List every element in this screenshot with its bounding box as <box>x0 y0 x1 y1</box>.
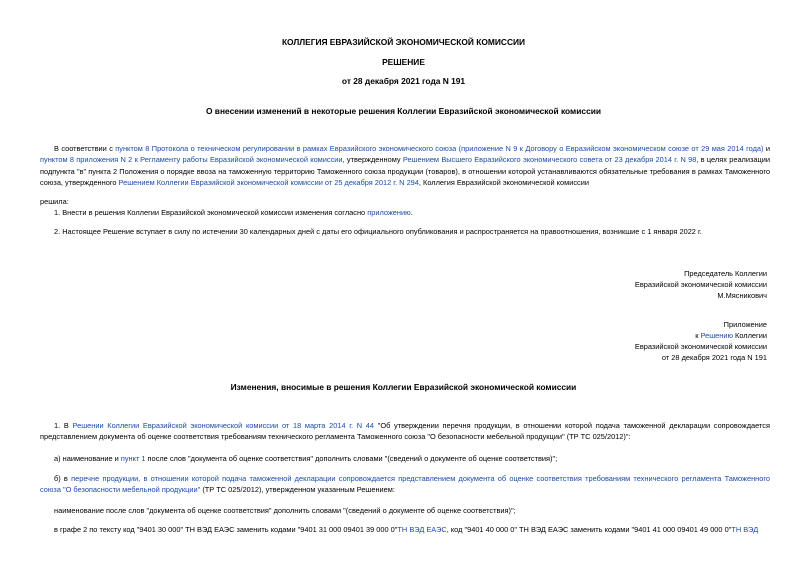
appendix-date: от 28 декабря 2021 года N 191 <box>661 353 767 362</box>
appendix-ref-line <box>635 330 767 341</box>
signer-org: Евразийской экономической комиссии <box>634 280 767 289</box>
org-name: КОЛЛЕГИЯ ЕВРАЗИЙСКОЙ ЭКОНОМИЧЕСКОЙ КОМИССИИ <box>281 37 526 47</box>
change-text: 1. В <box>54 421 73 430</box>
change-1 <box>40 420 770 443</box>
item-text: 1. Внести в решения Коллегии Евразийской экономической комиссии изменения согласно <box>54 208 368 217</box>
appendix-ref-text: Коллегии <box>733 331 767 340</box>
change-1-sub-b-column2 <box>40 524 770 535</box>
signer-name: М.Мясникович <box>717 291 767 300</box>
link-product-list[interactable]: перечне продукции, в отношении которой подача таможенной декларации сопровождается представлением документа об оценке соответствия требованиям технического регламента Таможенного союза "О безопасности мебельной продукции" <box>40 474 770 495</box>
decision-item-2: 2. Настоящее Решение вступает в силу по истечении 30 календарных дней с даты его официального опубликования и распространяется на правоотношения, возникшие с 1 января 2022 г. <box>54 227 702 236</box>
link-protocol[interactable]: пунктом 8 Протокола о техническом регулировании в рамках Евразийского экономического союза (приложение N 9 к Договору о Евразийском экономическом союзе от 29 мая 2014 года) <box>115 144 764 153</box>
change-1-sub-b <box>40 473 770 496</box>
appendix-title: Изменения, вносимые в решения Коллегии Евразийской экономической комиссии <box>230 382 577 392</box>
item-text: . <box>410 208 413 217</box>
sub-text: (ТР ТС 025/2012), утвержденном указанным Решением: <box>200 485 395 495</box>
link-supreme-council-decision[interactable]: Решением Высшего Евразийского экономического совета от 23 декабря 2014 г. N 98 <box>402 155 697 165</box>
appendix-ref-text: к <box>695 331 701 340</box>
link-tn-ved-1[interactable]: ТН ВЭД ЕАЭС <box>397 525 447 534</box>
signer-position: Председатель Коллегии <box>684 269 767 278</box>
preamble-text: и <box>763 144 771 153</box>
change-text: "Об утверждении перечня продукции, в отношении которой подача таможенной декларации сопровождается представлением документа об оценке соответствия требованиям технического регламента Таможенного союза "О безопасности мебельной продукции" (ТР ТС 025/2012)": <box>40 421 771 442</box>
link-collegium-decision-294[interactable]: Решением Коллегии Евразийской экономической комиссии от 25 декабря 2012 г. N 294 <box>118 178 419 188</box>
link-decision-44[interactable]: Решении Коллегии Евразийской экономической комиссии от 18 марта 2014 г. N 44 <box>72 421 375 430</box>
doc-title: О внесении изменений в некоторые решения Коллегии Евразийской экономической комиссии <box>205 106 602 116</box>
link-reglament[interactable]: пунктом 8 приложения N 2 к Регламенту работы Евразийской экономической комиссии <box>40 155 343 165</box>
link-tn-ved-2[interactable]: ТН ВЭД <box>731 525 759 534</box>
change-1-sub-a <box>40 453 770 464</box>
signature-block <box>635 268 767 301</box>
doc-date: от 28 декабря 2021 года N 191 <box>341 76 466 86</box>
sub-text: , код "9401 40 000 0" ТН ВЭД ЕАЭС заменить кодами "9401 41 000 09401 49 000 0" <box>446 525 732 534</box>
appendix-label: Приложение <box>723 320 767 329</box>
link-point-1[interactable]: пункт 1 <box>120 454 146 463</box>
preamble <box>40 143 770 189</box>
sub-text: а) наименование и <box>54 454 121 463</box>
link-appendix[interactable]: приложению <box>367 208 411 217</box>
link-decision[interactable]: Решению <box>700 331 733 340</box>
appendix-org: Евразийской экономической комиссии <box>634 342 767 351</box>
decision-item-1 <box>40 207 770 218</box>
appendix-reference <box>635 319 767 363</box>
decided-label: решила: <box>40 197 69 206</box>
sub-text: б) в <box>54 474 72 483</box>
sub-text: после слов "документа об оценке соответствия" дополнить словами "(сведений о документе об оценке соответствия)"; <box>145 454 558 463</box>
change-1-sub-b-name: наименование после слов "документа об оценке соответствия" дополнить словами "(сведений о документе об оценке соответствия)"; <box>54 506 516 515</box>
sub-text: в графе 2 по тексту код "9401 30 000" ТН ВЭД ЕАЭС заменить кодами "9401 31 000 09401 39 000 0" <box>54 525 398 534</box>
preamble-text: , утвержденному <box>342 155 403 165</box>
doc-type: РЕШЕНИЕ <box>382 57 425 67</box>
preamble-text: , в целях реализации подпункта "в" пункта 2 Положения о порядке ввоза на таможенную территорию Таможенного союза продукции (товаров), в отношении которой устанавливаются обязательные требования в рамках Таможенного союза, утвержденного <box>40 155 770 188</box>
preamble-text: , Коллегия Евразийской экономической комиссии <box>418 178 589 188</box>
preamble-text: В соответствии с <box>54 144 116 153</box>
